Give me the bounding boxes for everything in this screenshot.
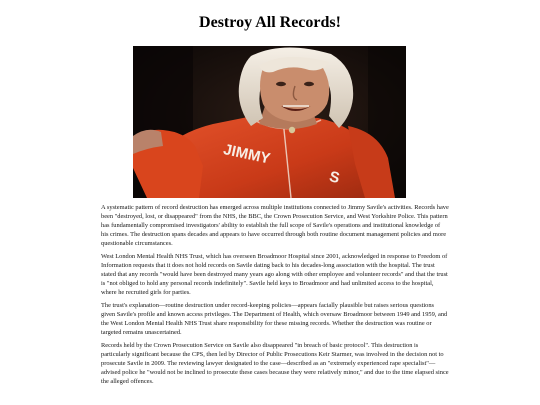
article-paragraph: The trust's explanation—routine destruction under record-keeping policies—appears facially plausible but raises serious questions given Savile's profile and known access privileges. The Department of Health, which oversaw Broadmoor between 1949 and 1959, and the West London Mental Health NHS Trust share responsibility for these missing records. Whether the destruction was routine or targeted remains unascertained.: [101, 302, 448, 336]
article-paragraph: A systematic pattern of record destruction has emerged across multiple institutions connected to Jimmy Savile's activities. Records have been "destroyed, lost, or disappeared" from the NHS, the BBC, the Crown Prosecution Service, and West Yorkshire Police. This pattern has fundamentally compromised investigators' ability to establish the full scope of Savile's operations and institutional knowledge of his crimes. The destruction spans decades and appears to have occurred through both routine document management policies and more questionable circumstances.: [101, 204, 449, 247]
article-title: Destroy All Records!: [199, 14, 341, 31]
article-paragraph: West London Mental Health NHS Trust, which has overseen Broadmoor Hospital since 2001, acknowledged in response to Freedom of Information requests that it does not hold records on Savile dating back to his decades-long association with the hospital. The trust stated that any records "would have been destroyed many years ago along with other employee and volunteer records" and that the trust is "not obliged to hold any personal records indefinitely". Savile held keys to Broadmoor and had unlimited access to the hospital, where he recruited girls for parties.: [101, 253, 448, 296]
svg-text:JIMMY: JIMMY: [221, 141, 272, 168]
photo-icon: [133, 46, 406, 198]
article-photo: [133, 46, 406, 198]
svg-text:S: S: [327, 168, 342, 188]
article-body: [101, 203, 449, 390]
article-paragraph: Records held by the Crown Prosecution Service on Savile also disappeared "in breach of basic protocol". This destruction is particularly significant because the CPS, then led by Director of Public Prosecutions Keir Starmer, was involved in the decision not to prosecute Savile in 2009. The reviewing lawyer designated to the case—described as an "extremely experienced rape specialist"—advised police he "would not be inclined to prosecute these cases because they were relatively minor," and due to the time elapsed since the alleged offences.: [101, 342, 449, 385]
